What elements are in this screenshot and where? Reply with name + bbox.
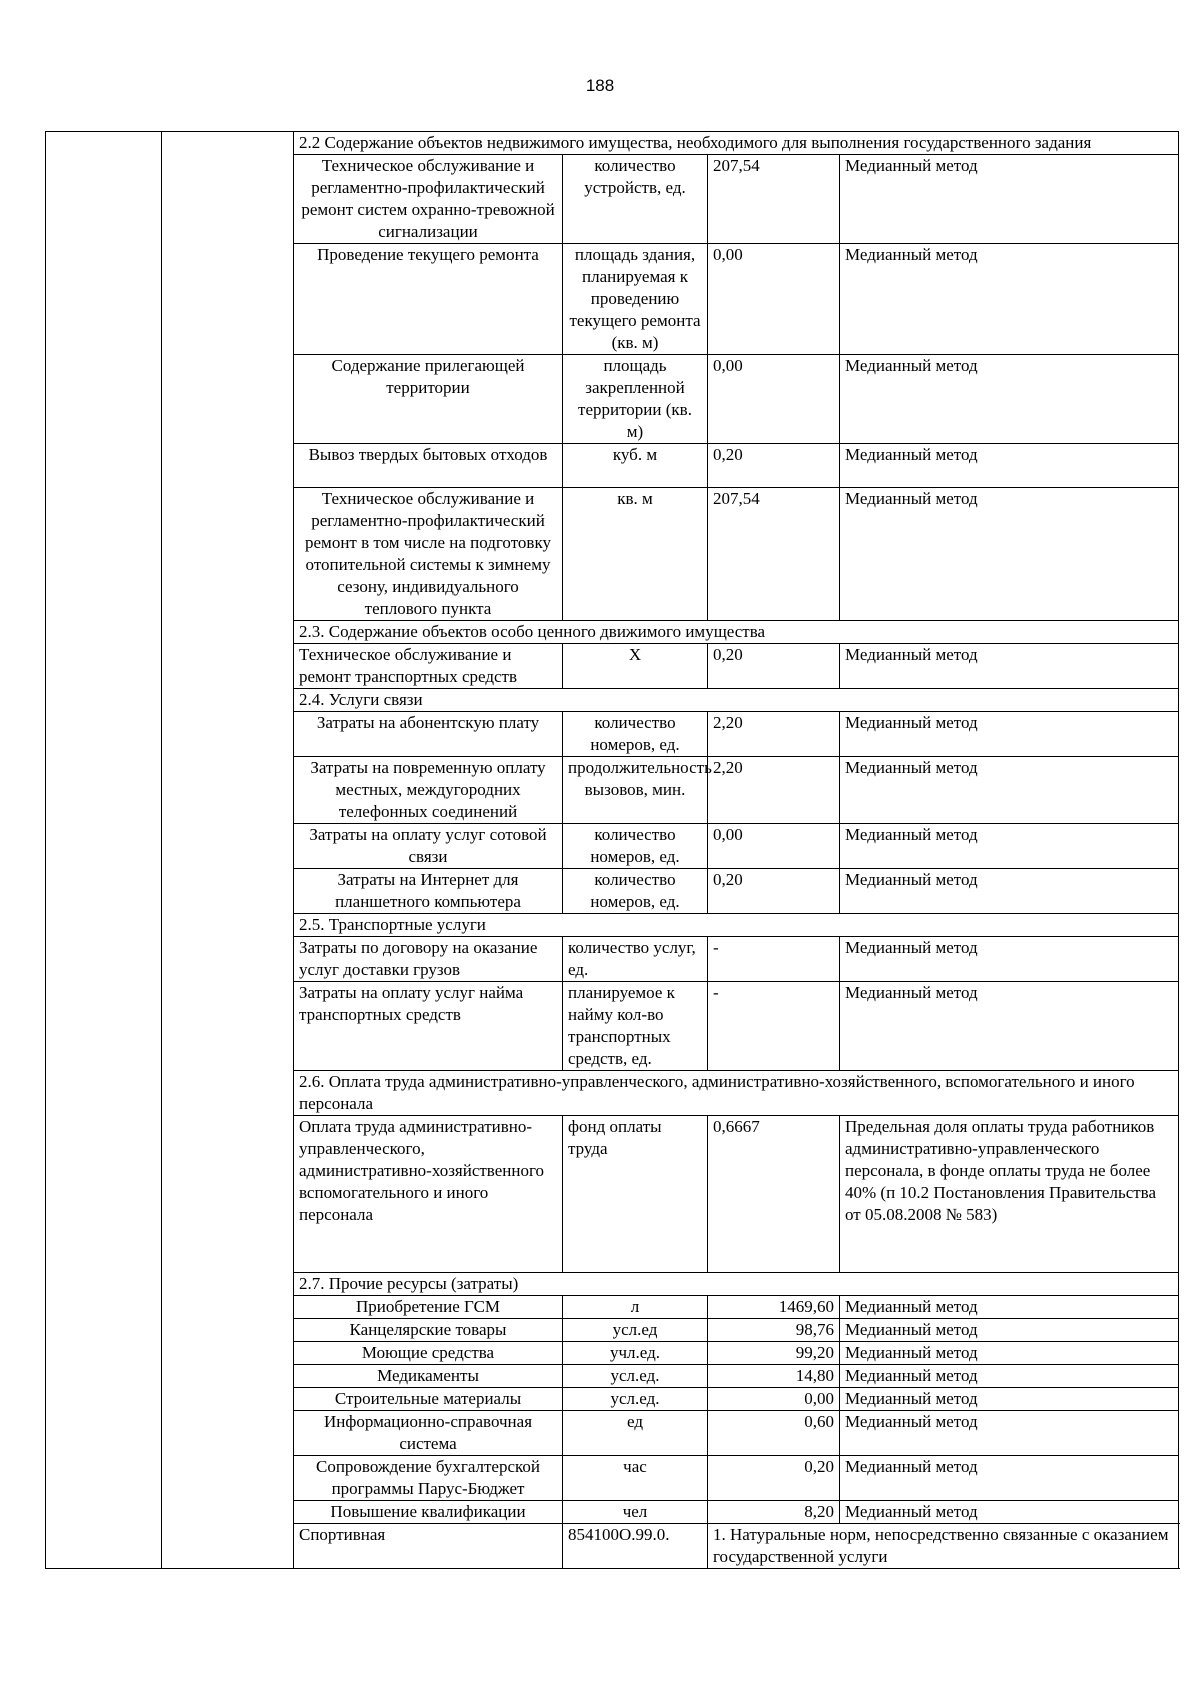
unit: ед [563, 1411, 708, 1456]
method: Медианный метод [840, 444, 1179, 488]
value: - [708, 982, 840, 1071]
cost-name: Содержание прилегающей территории [294, 355, 563, 444]
section-title: 2.5. Транспортные услуги [294, 914, 1179, 937]
method: Медианный метод [840, 869, 1179, 914]
cost-name: Затраты на повременную оплату местных, междугородних телефонных соединений [294, 757, 563, 824]
section-title: 2.6. Оплата труда административно-управленческого, административно-хозяйственного, вспомогательного и иного персонала [294, 1071, 1179, 1116]
method: Медианный метод [840, 1365, 1179, 1388]
unit: количество номеров, ед. [563, 869, 708, 914]
method: Медианный метод [840, 644, 1179, 689]
cost-name: Повышение квалификации [294, 1501, 563, 1524]
section-title: 2.3. Содержание объектов особо ценного движимого имущества [294, 621, 1179, 644]
method: Медианный метод [840, 982, 1179, 1071]
cost-name: Медикаменты [294, 1365, 563, 1388]
cost-name: Затраты на оплату услуг найма транспортных средств [294, 982, 563, 1071]
value: 8,20 [708, 1501, 840, 1524]
cost-name: Сопровождение бухгалтерской программы Парус-Бюджет [294, 1456, 563, 1501]
service-code: 854100О.99.0. [563, 1524, 708, 1569]
method: Медианный метод [840, 355, 1179, 444]
value: 0,00 [708, 824, 840, 869]
unit: площадь закрепленной территории (кв. м) [563, 355, 708, 444]
method: Медианный метод [840, 155, 1179, 244]
value: 99,20 [708, 1342, 840, 1365]
unit: усл.ед. [563, 1365, 708, 1388]
value: 0,20 [708, 1456, 840, 1501]
unit: планируемое к найму кол-во транспортных средств, ед. [563, 982, 708, 1071]
unit: усл.ед. [563, 1388, 708, 1411]
unit: л [563, 1296, 708, 1319]
unit: учл.ед. [563, 1342, 708, 1365]
cost-name: Затраты на абонентскую плату [294, 712, 563, 757]
unit: фонд оплаты труда [563, 1116, 708, 1273]
service-name: Спортивная [294, 1524, 563, 1569]
value: 207,54 [708, 488, 840, 621]
value: 1469,60 [708, 1296, 840, 1319]
section-row [46, 132, 1179, 155]
section-title: 1. Натуральные норм, непосредственно связанные с оказанием государственной услуги [708, 1524, 1179, 1569]
cost-name: Проведение текущего ремонта [294, 244, 563, 355]
norms-table [45, 131, 1179, 1569]
cost-name: Затраты на оплату услуг сотовой связи [294, 824, 563, 869]
unit: усл.ед [563, 1319, 708, 1342]
unit: продолжительность вызовов, мин. [563, 757, 708, 824]
method: Медианный метод [840, 757, 1179, 824]
method: Медианный метод [840, 1319, 1179, 1342]
unit: час [563, 1456, 708, 1501]
unit: Х [563, 644, 708, 689]
cost-name: Затраты по договору на оказание услуг доставки грузов [294, 937, 563, 982]
cost-name: Информационно-справочная система [294, 1411, 563, 1456]
unit: количество номеров, ед. [563, 712, 708, 757]
value: 98,76 [708, 1319, 840, 1342]
value: 207,54 [708, 155, 840, 244]
value: 0,00 [708, 355, 840, 444]
method: Предельная доля оплаты труда работников административно-управленческого персонала, в фонде оплаты труда не более 40% (п 10.2 Постановления Правительства от 05.08.2008 № 583) [840, 1116, 1179, 1273]
value: - [708, 937, 840, 982]
page-number: 188 [585, 76, 615, 95]
service-cell-empty [46, 132, 162, 1569]
value: 2,20 [708, 757, 840, 824]
method: Медианный метод [840, 1411, 1179, 1456]
code-cell-empty [162, 132, 294, 1569]
value: 0,00 [708, 1388, 840, 1411]
method: Медианный метод [840, 1456, 1179, 1501]
value: 0,20 [708, 644, 840, 689]
method: Медианный метод [840, 1296, 1179, 1319]
method: Медианный метод [840, 1342, 1179, 1365]
method: Медианный метод [840, 937, 1179, 982]
cost-name: Техническое обслуживание и регламентно-профилактический ремонт в том числе на подготовку отопительной системы к зимнему сезону, индивидуального теплового пункта [294, 488, 563, 621]
cost-name: Приобретение ГСМ [294, 1296, 563, 1319]
unit: чел [563, 1501, 708, 1524]
cost-name: Канцелярские товары [294, 1319, 563, 1342]
value: 0,00 [708, 244, 840, 355]
cost-name: Строительные материалы [294, 1388, 563, 1411]
unit: количество услуг, ед. [563, 937, 708, 982]
cost-name: Оплата труда административно-управленческого, административно-хозяйственного вспомогательного и иного персонала [294, 1116, 563, 1273]
method: Медианный метод [840, 244, 1179, 355]
method: Медианный метод [840, 712, 1179, 757]
value: 0,6667 [708, 1116, 840, 1273]
cost-name: Моющие средства [294, 1342, 563, 1365]
section-title: 2.7. Прочие ресурсы (затраты) [294, 1273, 1179, 1296]
unit: куб. м [563, 444, 708, 488]
unit: площадь здания, планируемая к проведению текущего ремонта (кв. м) [563, 244, 708, 355]
unit: кв. м [563, 488, 708, 621]
cost-name: Затраты на Интернет для планшетного компьютера [294, 869, 563, 914]
value: 14,80 [708, 1365, 840, 1388]
unit: количество устройств, ед. [563, 155, 708, 244]
cost-name: Техническое обслуживание и регламентно-профилактический ремонт систем охранно-тревожной сигнализации [294, 155, 563, 244]
value: 0,20 [708, 869, 840, 914]
method: Медианный метод [840, 824, 1179, 869]
method: Медианный метод [840, 488, 1179, 621]
unit: количество номеров, ед. [563, 824, 708, 869]
section-title: 2.2 Содержание объектов недвижимого имущества, необходимого для выполнения государственного задания [294, 132, 1179, 155]
method: Медианный метод [840, 1388, 1179, 1411]
section-title: 2.4. Услуги связи [294, 689, 1179, 712]
value: 2,20 [708, 712, 840, 757]
cost-name: Вывоз твердых бытовых отходов [294, 444, 563, 488]
value: 0,60 [708, 1411, 840, 1456]
method: Медианный метод [840, 1501, 1179, 1524]
value: 0,20 [708, 444, 840, 488]
cost-name: Техническое обслуживание и ремонт транспортных средств [294, 644, 563, 689]
